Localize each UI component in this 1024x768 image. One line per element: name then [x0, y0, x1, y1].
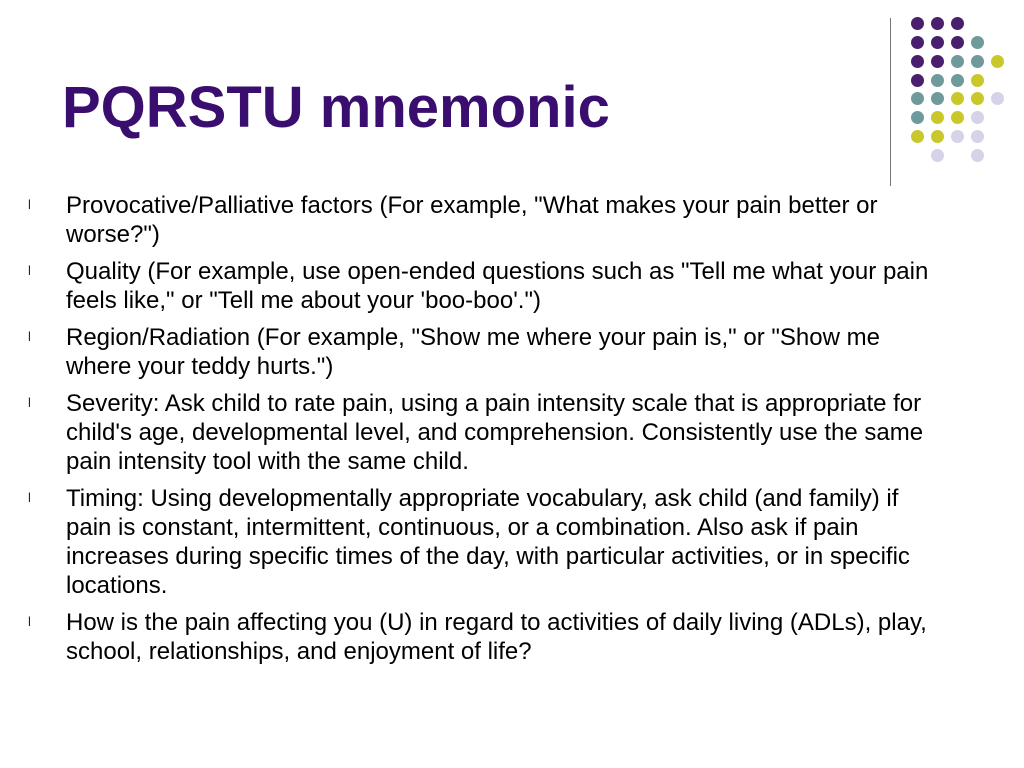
decor-dot — [991, 55, 1004, 68]
bullet-marker: l — [28, 395, 31, 410]
bullet-marker: l — [28, 197, 31, 212]
decor-dot — [951, 92, 964, 105]
decor-dot — [971, 111, 984, 124]
bullet-text: How is the pain affecting you (U) in regard to activities of daily living (ADLs), play, school, relationships, and enjoyment of life? — [66, 609, 927, 665]
bullet-item — [28, 323, 948, 381]
decor-dot — [931, 92, 944, 105]
decor-dot — [931, 36, 944, 49]
decor-dot — [971, 55, 984, 68]
bullet-text: Timing: Using developmentally appropriate vocabulary, ask child (and family) if pain is constant, intermittent, continuous, or a combination. Also ask if pain increases during specific times of the day, with particular activities, or in specific locations. — [66, 485, 910, 599]
bullet-text: Region/Radiation (For example, "Show me where your pain is," or "Show me where your teddy hurts.") — [66, 324, 880, 380]
bullet-item — [28, 484, 948, 600]
decor-dot — [971, 36, 984, 49]
vertical-divider — [890, 18, 891, 186]
bullet-item — [28, 257, 948, 315]
bullet-item — [28, 191, 948, 249]
bullet-marker: l — [28, 263, 31, 278]
decor-dot — [951, 17, 964, 30]
decor-dot — [911, 36, 924, 49]
decor-dot — [931, 149, 944, 162]
decor-dot — [931, 130, 944, 143]
decor-dot — [991, 92, 1004, 105]
decor-dot — [931, 111, 944, 124]
bullet-marker: l — [28, 614, 31, 629]
bullet-item — [28, 608, 948, 666]
bullet-marker: l — [28, 329, 31, 344]
decor-dot — [971, 92, 984, 105]
decor-dot — [951, 36, 964, 49]
bullet-text: Provocative/Palliative factors (For example, "What makes your pain better or worse?") — [66, 192, 878, 248]
decor-dot — [931, 17, 944, 30]
decor-dot — [911, 130, 924, 143]
bullet-list — [28, 191, 948, 674]
bullet-marker: l — [28, 490, 31, 505]
decor-dot — [951, 130, 964, 143]
decor-dot — [911, 74, 924, 87]
bullet-text: Severity: Ask child to rate pain, using a pain intensity scale that is appropriate for child's age, developmental level, and comprehension. Consistently use the same pain intensity tool with the same child. — [66, 390, 924, 475]
slide-title: PQRSTU mnemonic — [62, 75, 610, 140]
decor-dot — [951, 111, 964, 124]
decor-dot — [931, 55, 944, 68]
decor-dot — [931, 74, 944, 87]
decor-dot — [951, 74, 964, 87]
decor-dot — [911, 111, 924, 124]
decor-dot — [911, 17, 924, 30]
decor-dot — [911, 55, 924, 68]
decor-dot — [971, 74, 984, 87]
decor-dot — [971, 149, 984, 162]
bullet-item — [28, 389, 948, 476]
bullet-text: Quality (For example, use open-ended questions such as "Tell me what your pain feels like," or "Tell me about your 'boo-boo'.") — [66, 258, 929, 314]
decor-dot — [951, 55, 964, 68]
decor-dot — [971, 130, 984, 143]
decor-dot — [911, 92, 924, 105]
